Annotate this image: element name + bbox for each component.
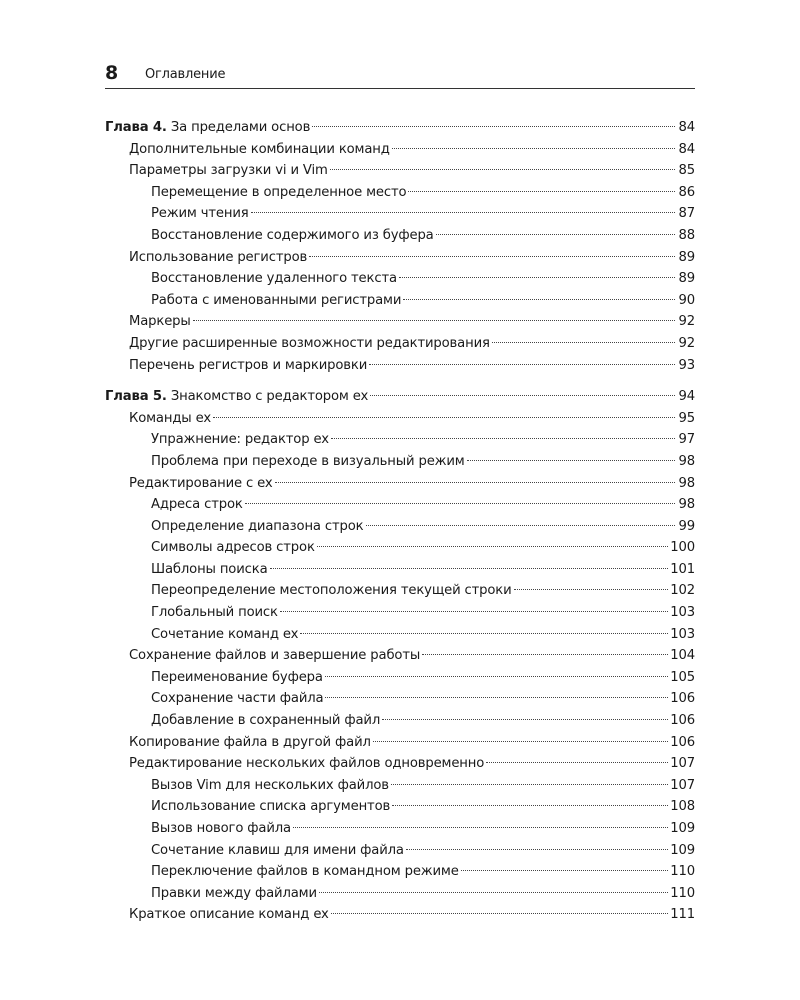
dot-leader [492,341,675,343]
toc-page-number: 92 [678,314,695,330]
toc-entry-title: Копирование файла в другой файл [129,734,371,750]
toc-page-number: 107 [670,756,695,772]
dot-leader [245,502,675,504]
toc-entry-title: Добавление в сохраненный файл [151,713,381,729]
toc-entry [105,732,695,754]
toc-page-number: 90 [678,292,695,308]
toc-entry [105,775,695,797]
toc-page-number: 105 [670,669,695,685]
dot-leader [422,653,668,655]
toc-entry [105,904,695,926]
toc-entry [105,559,695,581]
toc-entry [105,602,695,624]
toc-page-number: 84 [678,141,695,157]
toc-entry-title: Проблема при переходе в визуальный режим [151,453,465,469]
toc-entry [105,247,695,269]
dot-leader [370,394,675,396]
dot-leader [373,740,668,742]
toc-entry [105,225,695,247]
toc-entry [105,311,695,333]
toc-entry [105,451,695,473]
toc-entry-title: Режим чтения [151,206,249,222]
toc-entry-title: Глобальный поиск [151,605,278,621]
dot-leader [514,588,669,590]
toc-entry [105,355,695,377]
toc-entry [105,333,695,355]
toc-page-number: 106 [670,713,695,729]
toc-entry-title: Вызов нового файла [151,821,291,836]
dot-leader [312,125,675,127]
toc-entry-title: Переключение файлов в командном режиме [151,864,459,880]
toc-entry-title: Сочетание клавиш для имени файла [151,842,404,858]
toc-page-number: 106 [670,691,695,707]
toc-entry-title: Дополнительные комбинации команд [129,141,390,157]
toc-entry-title: Использование регистров [129,249,308,265]
toc-entry [105,182,695,204]
toc-entry [105,494,695,516]
toc-entry-title: Восстановление содержимого из буфера [151,227,434,243]
toc-page-number: 101 [670,561,695,577]
toc-entry [105,203,695,225]
toc-page-number: 104 [670,648,695,664]
toc-page-number: 98 [678,497,695,513]
toc-entry [105,580,695,602]
toc-entry-title: Параметры загрузки vi и Vim [129,163,328,179]
dot-leader [293,826,668,828]
toc-entry [105,796,695,818]
dot-leader [280,610,668,612]
toc-entry-title: Перечень регистров и маркировки [129,357,368,373]
toc-entry [105,139,695,161]
dot-leader [275,481,675,483]
toc-entry-title: Переопределение местоположения текущей строки [151,583,512,599]
toc-entry [105,645,695,667]
toc-entry [105,408,695,430]
dot-leader [436,233,675,235]
toc-entry-title: Маркеры [129,314,191,330]
toc-chapter-entry [105,117,695,139]
dot-leader [251,211,675,213]
toc-page-number: 99 [678,518,695,534]
dot-leader [486,761,668,763]
dot-leader [406,848,668,850]
toc-entry-title: Использование списка аргументов [151,799,391,815]
dot-leader [330,168,675,170]
toc-entry [105,624,695,646]
toc-entry [105,710,695,732]
dot-leader [391,783,668,785]
dot-leader [382,718,668,720]
toc-entry-title: Правки между файлами [151,885,317,901]
toc-entry-title: Редактирование нескольких файлов одновременно [129,756,485,772]
dot-leader [213,416,675,418]
toc-page-number: 98 [678,475,695,491]
toc-page-number: 110 [670,885,695,901]
table-of-contents [105,117,695,926]
toc-entry [105,290,695,312]
toc-entry [105,883,695,905]
dot-leader [403,298,675,300]
toc-page-number: 102 [670,583,695,599]
toc-entry-title: Сохранение файлов и завершение работы [129,648,421,664]
dot-leader [325,675,668,677]
toc-chapter-entry [105,386,695,408]
dot-leader [408,190,675,192]
toc-entry-title: Шаблоны поиска [151,561,268,577]
dot-leader [467,459,675,461]
toc-page-number: 95 [678,410,695,426]
toc-page-number: 92 [678,335,695,351]
toc-entry [105,516,695,538]
toc-page-number: 110 [670,864,695,880]
toc-entry-title: Восстановление удаленного текста [151,271,397,287]
toc-page-number: 109 [670,842,695,858]
toc-page-number: 111 [670,907,695,923]
toc-entry [105,753,695,775]
running-title: Оглавление [145,67,226,82]
chapter-number: Глава 5. [105,389,167,405]
dot-leader [366,524,676,526]
toc-page-number: 97 [678,432,695,448]
toc-entry-title: Краткое описание команд ex [129,907,329,923]
dot-leader [399,276,675,278]
toc-entry-title: Редактирование с ex [129,475,273,491]
dot-leader [319,891,668,893]
toc-page-number: 103 [670,626,695,642]
toc-entry [105,861,695,883]
toc-entry-title: Символы адресов строк [151,540,315,556]
toc-entry [105,818,695,840]
toc-entry [105,840,695,862]
toc-page-number: 93 [678,357,695,373]
toc-page-number: 98 [678,453,695,469]
toc-entry [105,537,695,559]
dot-leader [309,255,675,257]
toc-page-number: 85 [678,163,695,179]
dot-leader [317,545,669,547]
toc-entry [105,160,695,182]
toc-entry-title: Другие расширенные возможности редактирования [129,335,490,351]
toc-entry-title: Переименование буфера [151,669,323,685]
dot-leader [392,804,668,806]
toc-page-number: 100 [670,540,695,556]
toc-page-number: 109 [670,821,695,836]
toc-page-number: 94 [678,389,695,405]
toc-entry [105,688,695,710]
toc-entry-title: Сохранение части файла [151,691,324,707]
toc-entry-title: Перемещение в определенное место [151,184,407,200]
dot-leader [331,912,669,914]
dot-leader [193,319,675,321]
toc-page-number: 108 [670,799,695,815]
dot-leader [300,632,668,634]
toc-entry-title: Команды ex [129,410,211,426]
toc-entry-title: Упражнение: редактор ex [151,432,329,448]
chapter-number: Глава 4. [105,120,167,135]
dot-leader [461,869,669,871]
toc-entry [105,473,695,495]
toc-entry [105,268,695,290]
toc-page-number: 103 [670,605,695,621]
dot-leader [369,363,675,365]
dot-leader [325,696,668,698]
toc-entry [105,667,695,689]
toc-page-number: 89 [678,271,695,287]
toc-page-number: 84 [678,120,695,135]
dot-leader [270,567,669,569]
toc-entry-title: Вызов Vim для нескольких файлов [151,777,389,793]
toc-page-number: 107 [670,777,695,793]
toc-page-number: 86 [678,184,695,200]
dot-leader [331,437,675,439]
page-header [105,61,695,89]
toc-entry-title [105,386,368,408]
dot-leader [392,147,675,149]
toc-page-number: 89 [678,249,695,265]
toc-page-number: 87 [678,206,695,222]
toc-entry-title: Сочетание команд ex [151,626,299,642]
chapter-title: Знакомство с редактором ex [166,389,369,405]
toc-entry [105,429,695,451]
toc-page-number: 88 [678,227,695,243]
page-number: 8 [105,62,119,84]
toc-entry-title: Определение диапазона строк [151,518,364,534]
toc-page-number: 106 [670,734,695,750]
toc-entry-title: Адреса строк [151,497,243,513]
chapter-title: За пределами основ [166,120,311,135]
toc-entry-title: Работа с именованными регистрами [151,292,402,308]
toc-entry-title [105,117,310,139]
